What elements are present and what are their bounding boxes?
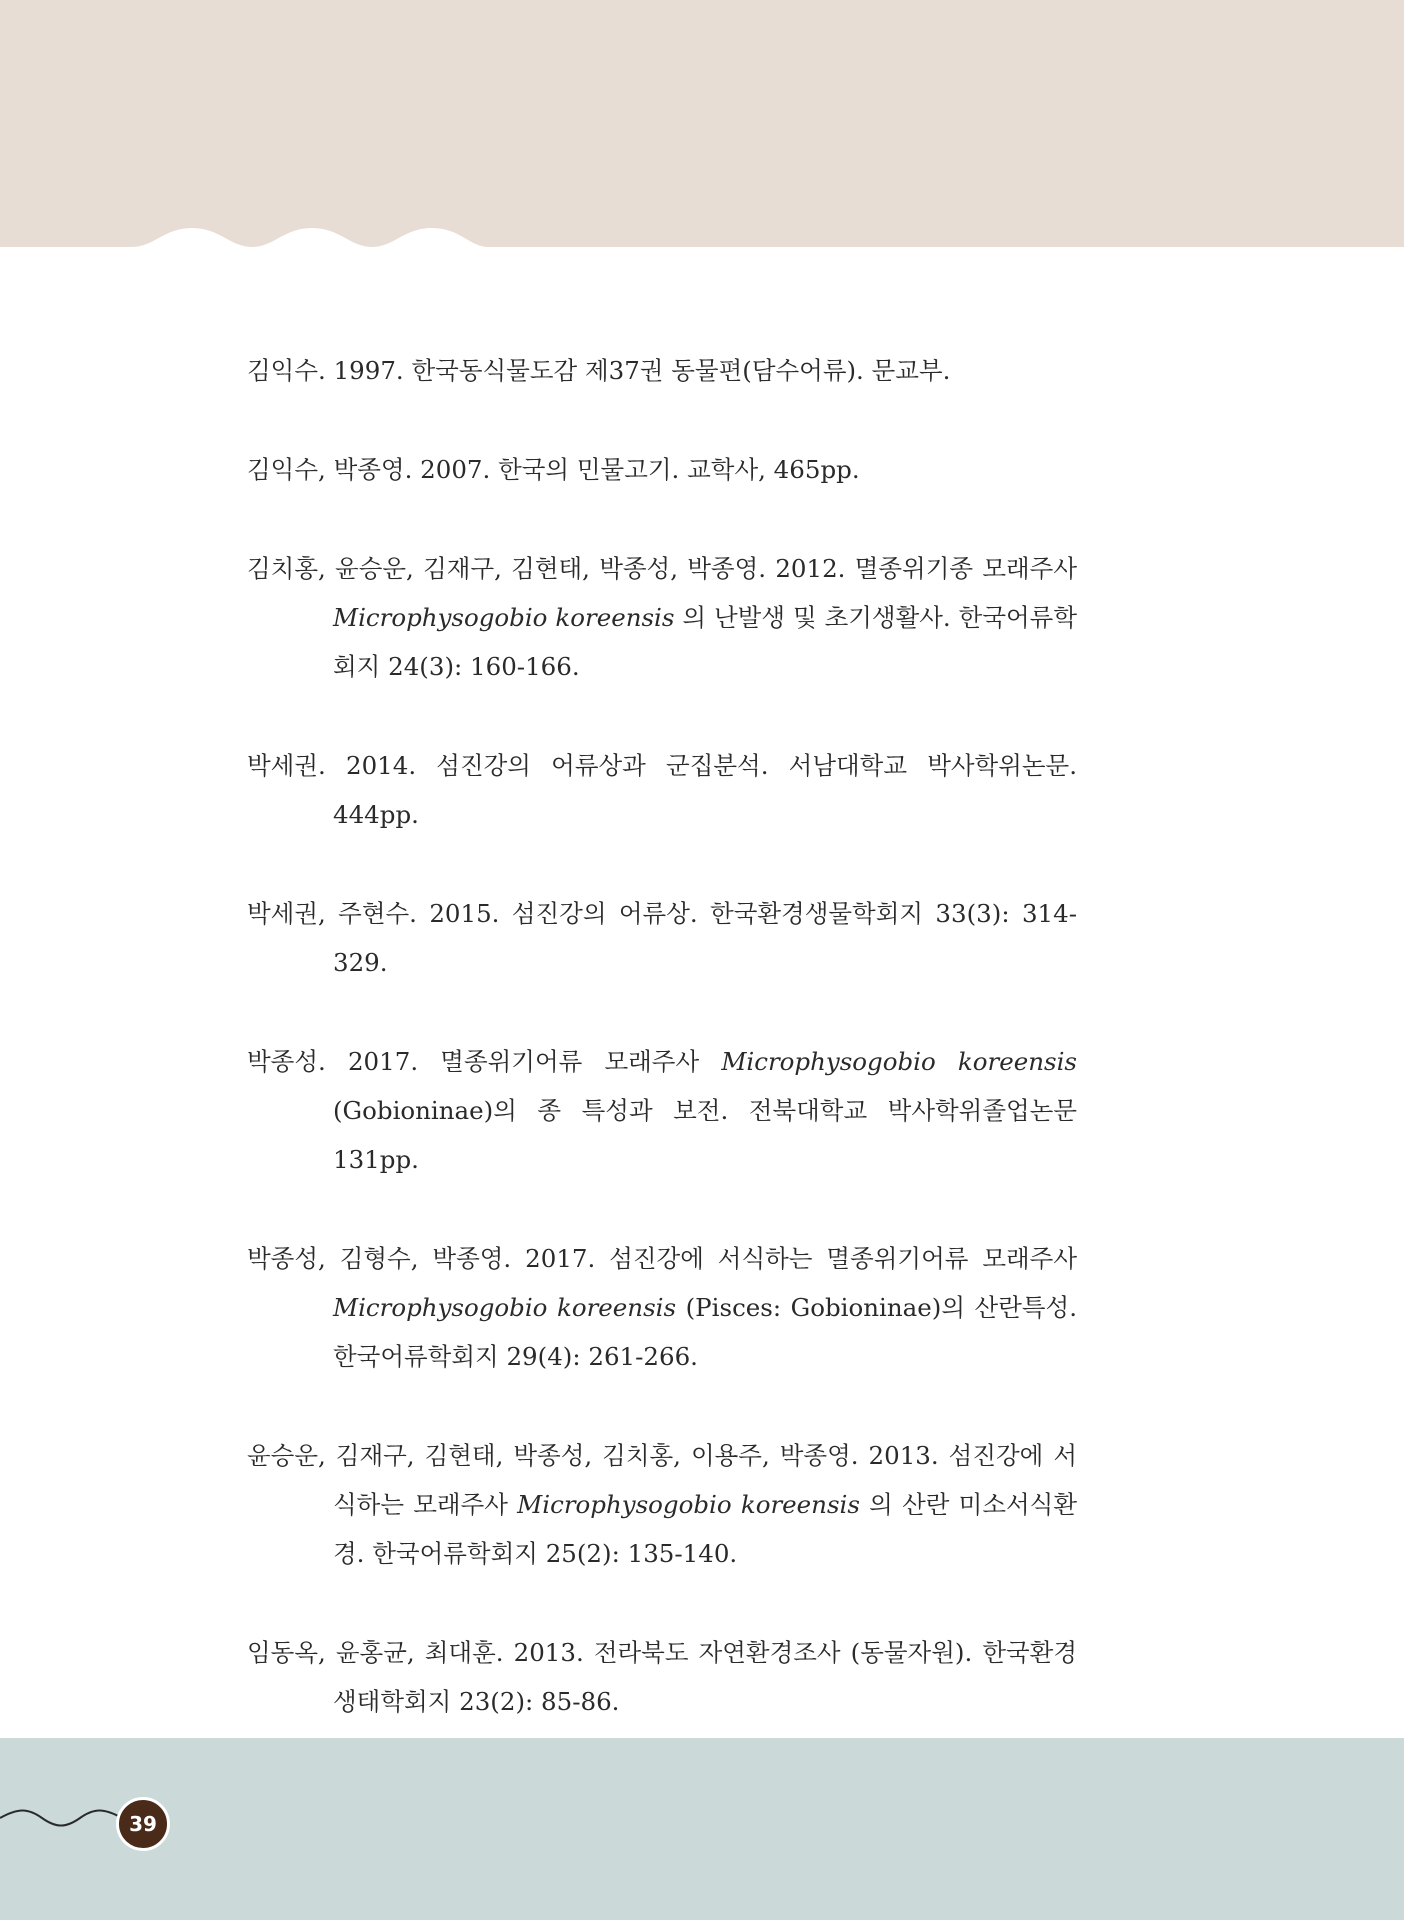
reference-text: 의 난발생 및 초기생활사. 한국어류학회지 24(3): 160-166. (333, 603, 1077, 681)
reference-text: (Pisces: Gobioninae)의 산란특성. 한국어류학회지 29(4): 261-266. (333, 1293, 1077, 1371)
reference-entry (247, 889, 1077, 987)
page-number-badge (116, 1797, 170, 1851)
reference-text: 의 산란 미소서식환경. 한국어류학회지 25(2): 135-140. (333, 1490, 1077, 1568)
reference-entry (247, 1628, 1077, 1726)
reference-text: 박종성, 김형수, 박종영. 2017. 섬진강에 서식하는 멸종위기어류 모래주사 (247, 1244, 1077, 1273)
species-name-italic: Microphysogobio koreensis (517, 1490, 860, 1519)
reference-entry (247, 1431, 1077, 1578)
reference-entry (247, 1037, 1077, 1184)
top-header-band (0, 0, 1404, 250)
reference-text: 박종성. 2017. 멸종위기어류 모래주사 (247, 1047, 722, 1076)
reference-entry (247, 741, 1077, 839)
reference-entry (247, 1234, 1077, 1381)
reference-entry (247, 445, 1077, 494)
species-name-italic: Microphysogobio koreensis (333, 603, 675, 632)
reference-text: 임동옥, 윤홍균, 최대훈. 2013. 전라북도 자연환경조사 (동물자원). 한국환경생태학회지 23(2): 85-86. (247, 1638, 1077, 1716)
species-name-italic: Microphysogobio koreensis (721, 1047, 1077, 1076)
reference-entry (247, 346, 1077, 395)
bottom-footer-band (0, 1738, 1404, 1920)
species-name-italic: Microphysogobio koreensis (333, 1293, 677, 1322)
reference-text: (Gobioninae)의 종 특성과 보전. 전북대학교 박사학위졸업논문 131pp. (333, 1096, 1077, 1174)
reference-text: 윤승운, 김재구, 김현태, 박종성, 김치홍, 이용주, 박종영. 2013. 섬진강에 서식하는 모래주사 (247, 1441, 1077, 1519)
reference-entry (247, 544, 1077, 691)
reference-text: 박세권, 주현수. 2015. 섬진강의 어류상. 한국환경생물학회지 33(3): 314-329. (247, 899, 1077, 977)
reference-text: 박세권. 2014. 섬진강의 어류상과 군집분석. 서남대학교 박사학위논문. 444pp. (247, 751, 1077, 829)
page-number: 39 (129, 1812, 157, 1836)
reference-text: 김익수, 박종영. 2007. 한국의 민물고기. 교학사, 465pp. (247, 455, 860, 484)
reference-text: 김치홍, 윤승운, 김재구, 김현태, 박종성, 박종영. 2012. 멸종위기종 모래주사 (247, 554, 1077, 583)
reference-list (247, 346, 1077, 1776)
reference-text: 김익수. 1997. 한국동식물도감 제37권 동물편(담수어류). 문교부. (247, 356, 951, 385)
